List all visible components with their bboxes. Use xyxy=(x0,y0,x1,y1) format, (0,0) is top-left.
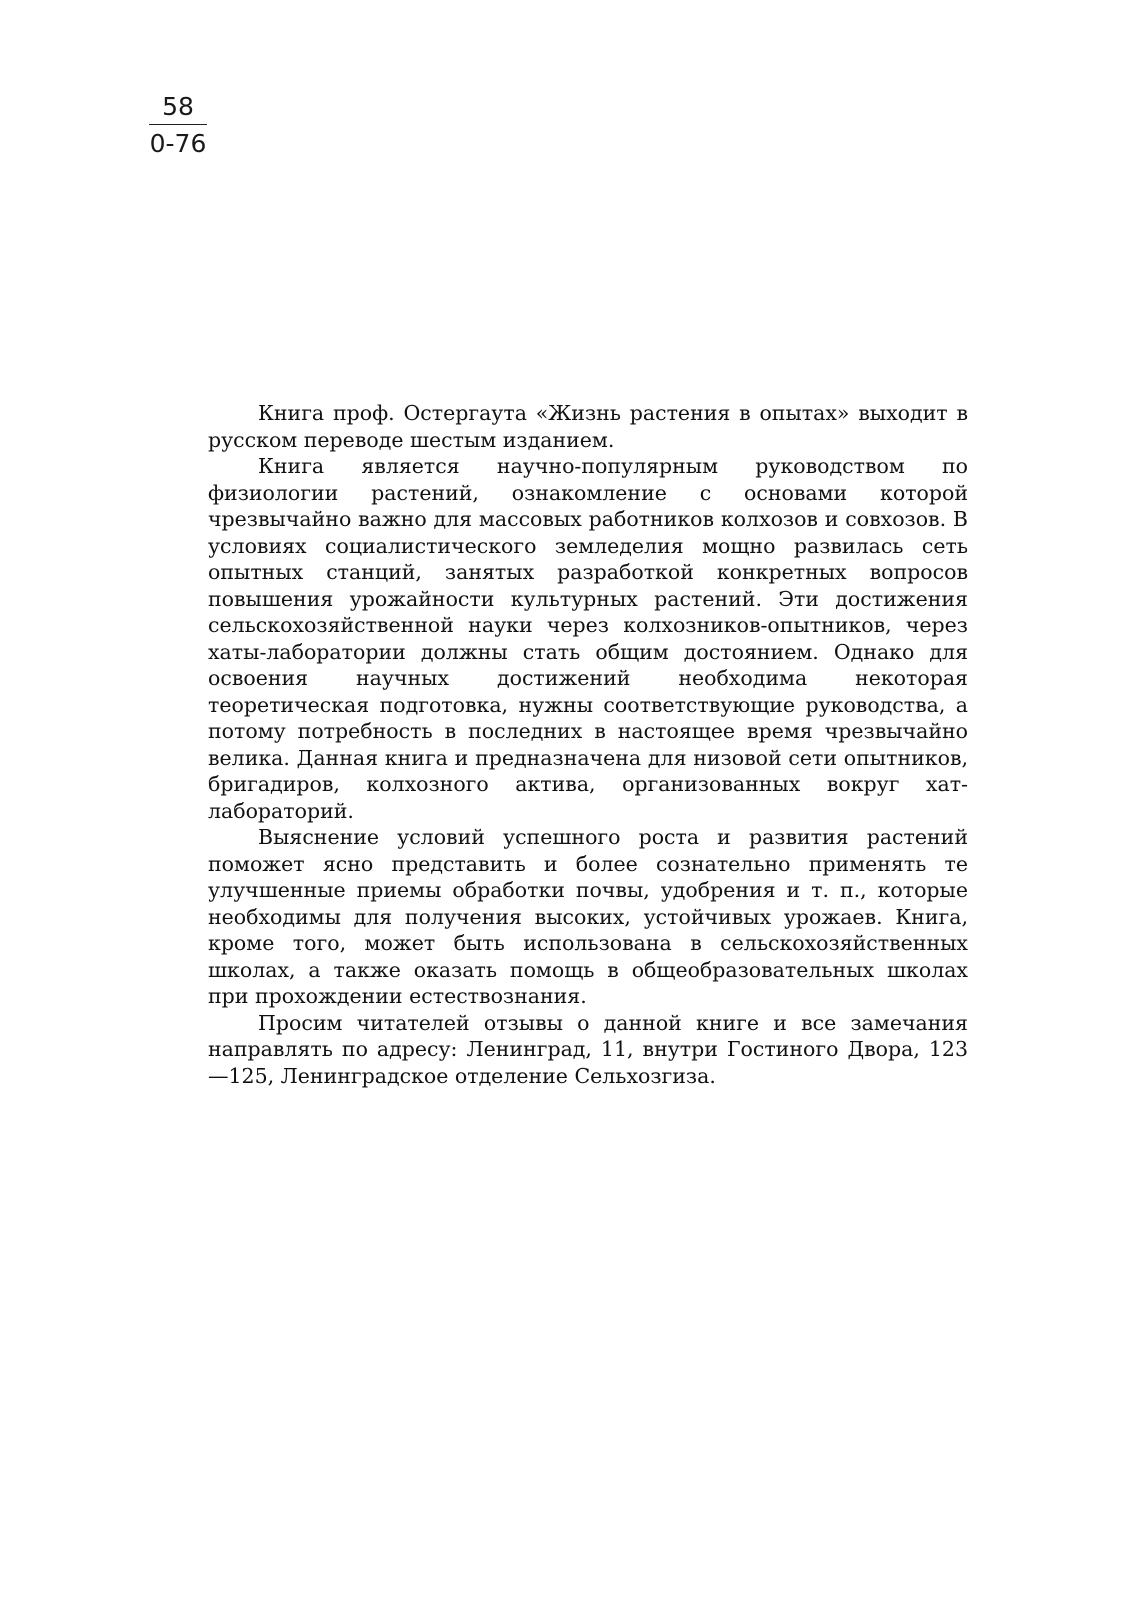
paragraph-usage: Выяснение условий успешного роста и развития растений поможет ясно представить и более сознательно применять те улучшенные приемы обработки почвы, удобрения и т. п., которые необходимы для получения высоких, устойчивых урожаев. Книга, кроме того, может быть использована в сельскохозяйственных школах, а также оказать помощь в общеобразовательных школах при прохождении естествознания. xyxy=(208,825,968,1008)
paragraph-edition: Книга проф. Остергаута «Жизнь растения в опытах» выходит в русском переводе шестым изданием. xyxy=(208,401,968,452)
library-classmark xyxy=(138,92,218,159)
publisher-note xyxy=(208,400,968,1089)
classmark-upper: 58 xyxy=(149,92,207,125)
classmark-lower: 0-76 xyxy=(149,129,207,158)
paragraph-feedback: Просим читателей отзывы о данной книге и все замечания направлять по адресу: Ленинград, 11, внутри Гостиного Двора, 123—125, Ленинградское отделение Сельхозгиза. xyxy=(208,1010,968,1088)
paragraph-purpose: Книга является научно-популярным руководством по физиологии растений, ознакомление с основами которой чрезвычайно важно для массовых работников колхозов и совхозов. В условиях социалистического земледелия мощно развилась сеть опытных станций, занятых разработкой конкретных вопросов повышения урожайности культурных растений. Эти достижения сельскохозяйственной науки через колхозников-опытников, через хаты-лаборатории должны стать общим достоянием. Однако для освоения научных достижений необходима некоторая теоретическая подготовка, нужны соответствующие руководства, а потому потребность в последних в настоящее время чрезвычайно велика. Данная книга и предназначена для низовой сети опытников, бригадиров, колхозного актива, организованных вокруг хат-лабораторий. xyxy=(208,454,968,823)
